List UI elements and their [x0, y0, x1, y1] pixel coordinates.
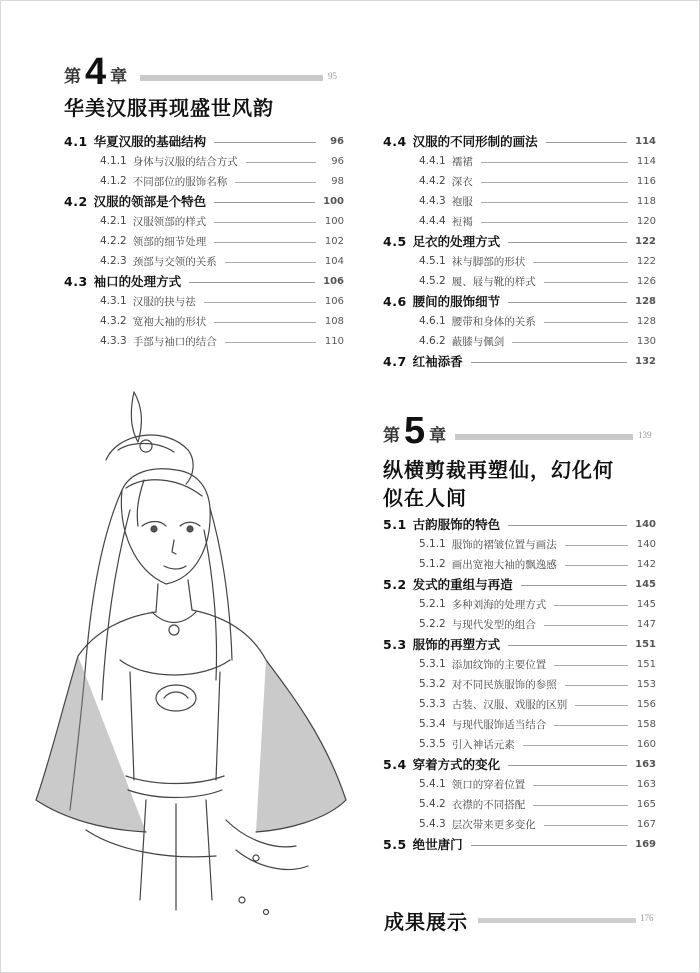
- page-number: 120: [636, 215, 656, 227]
- toc-subsection[interactable]: [383, 734, 656, 754]
- dot-leader: [533, 805, 628, 806]
- subsection-label: 颈部与交领的关系: [132, 255, 217, 268]
- subsection-label: 手部与袖口的结合: [132, 335, 217, 348]
- section-number: 4.5: [383, 233, 407, 249]
- page-number: 163: [636, 778, 656, 790]
- subsection-label: 襦裙: [451, 155, 473, 168]
- section-label: 腰间的服饰细节: [412, 294, 501, 309]
- dot-leader: [225, 262, 316, 263]
- dot-leader: [508, 302, 627, 303]
- dot-leader: [481, 162, 628, 163]
- section-label: 袖口的处理方式: [93, 274, 182, 289]
- chapter-5-number: 5: [404, 410, 426, 452]
- toc-subsection[interactable]: [64, 291, 344, 311]
- section-number: 4.6: [383, 293, 407, 309]
- section-number: 4.2: [64, 193, 88, 209]
- subsection-number: 4.3.2: [100, 315, 127, 327]
- subsection-label: 与现代发型的组合: [451, 618, 536, 631]
- dot-leader: [508, 242, 627, 243]
- page-number: 153: [636, 678, 656, 690]
- subsection-number: 4.4.1: [419, 155, 446, 167]
- chapter-5-bar: [455, 434, 633, 440]
- page-number: 167: [636, 818, 656, 830]
- toc-subsection[interactable]: [383, 674, 656, 694]
- subsection-label: 与现代服饰适当结合: [451, 718, 547, 731]
- subsection-number: 5.4.1: [419, 778, 446, 790]
- page-number: 169: [635, 838, 656, 850]
- page-number: 140: [636, 538, 656, 550]
- dot-leader: [546, 142, 627, 143]
- dot-leader: [481, 182, 628, 183]
- dot-leader: [481, 222, 628, 223]
- subsection-number: 5.2.2: [419, 618, 446, 630]
- dot-leader: [214, 142, 316, 143]
- dot-leader: [508, 765, 627, 766]
- toc-subsection[interactable]: [64, 311, 344, 331]
- dot-leader: [214, 222, 316, 223]
- dot-leader: [554, 605, 628, 606]
- dot-leader: [214, 242, 316, 243]
- section-number: 5.2: [383, 576, 407, 592]
- toc-section[interactable]: [383, 834, 656, 854]
- toc-subsection[interactable]: [64, 171, 344, 191]
- subsection-label: 层次带来更多变化: [451, 818, 536, 831]
- page-number: 140: [635, 518, 656, 530]
- page-number: 116: [636, 175, 656, 187]
- chapter-4-title: 华美汉服再现盛世风韵: [64, 96, 274, 120]
- chapter-5-title-line1: 纵横剪裁再塑仙，幻化何: [383, 458, 614, 482]
- dot-leader: [508, 525, 627, 526]
- subsection-number: 4.4.4: [419, 215, 446, 227]
- page-number: 100: [324, 215, 344, 227]
- chapter-4-suffix: 章: [110, 67, 128, 88]
- toc-section[interactable]: [64, 191, 344, 211]
- subsection-number: 4.1.1: [100, 155, 127, 167]
- subsection-number: 5.1.1: [419, 538, 446, 550]
- dot-leader: [235, 182, 316, 183]
- page-number: 160: [636, 738, 656, 750]
- section-label: 汉服的不同形制的画法: [412, 134, 538, 149]
- dot-leader: [544, 825, 628, 826]
- subsection-number: 5.1.2: [419, 558, 446, 570]
- toc-subsection[interactable]: [383, 331, 656, 351]
- chapter-4-prefix: 第: [64, 67, 81, 88]
- toc-subsection[interactable]: [383, 554, 656, 574]
- dot-leader: [544, 322, 628, 323]
- toc-section[interactable]: [383, 131, 656, 151]
- toc-section[interactable]: [383, 574, 656, 594]
- chapter-4-number: 4: [85, 51, 107, 93]
- section-label: 服饰的再塑方式: [412, 637, 501, 652]
- page-number: 142: [636, 558, 656, 570]
- subsection-number: 4.5.1: [419, 255, 446, 267]
- subsection-label: 不同部位的服饰名称: [132, 175, 228, 188]
- chapter-4-bar: [140, 75, 323, 81]
- subsection-label: 汉服领部的样式: [132, 215, 207, 228]
- subsection-number: 4.4.3: [419, 195, 446, 207]
- dot-leader: [214, 202, 315, 203]
- toc-subsection[interactable]: [383, 311, 656, 331]
- dot-leader: [565, 685, 628, 686]
- dot-leader: [471, 362, 627, 363]
- subsection-number: 5.4.3: [419, 818, 446, 830]
- page-number: 163: [635, 758, 656, 770]
- dot-leader: [204, 302, 316, 303]
- subsection-label: 添加纹饰的主要位置: [451, 658, 547, 671]
- page-number: 122: [636, 255, 656, 267]
- subsection-number: 4.6.1: [419, 315, 446, 327]
- section-number: 4.7: [383, 353, 407, 369]
- chapter-4-toc-left: [64, 131, 344, 351]
- subsection-number: 4.2.3: [100, 255, 127, 267]
- page-number: 128: [636, 315, 656, 327]
- toc-subsection[interactable]: [383, 694, 656, 714]
- subsection-label: 引入神话元素: [451, 738, 515, 751]
- page-number: 128: [635, 295, 656, 307]
- page-number: 145: [636, 598, 656, 610]
- toc-subsection[interactable]: [64, 231, 344, 251]
- subsection-number: 4.3.3: [100, 335, 127, 347]
- dot-leader: [544, 282, 628, 283]
- subsection-label: 领口的穿着位置: [451, 778, 526, 791]
- toc-section[interactable]: [383, 231, 656, 251]
- subsection-label: 领部的细节处理: [132, 235, 207, 248]
- page-number: 151: [636, 658, 656, 670]
- toc-subsection[interactable]: [64, 251, 344, 271]
- subsection-number: 5.3.1: [419, 658, 446, 670]
- page-number: 122: [635, 235, 656, 247]
- toc-section[interactable]: [64, 271, 344, 291]
- page-number: 106: [323, 275, 344, 287]
- final-section-page: 176: [640, 913, 654, 923]
- dot-leader: [471, 845, 627, 846]
- section-number: 4.4: [383, 133, 407, 149]
- subsection-label: 深衣: [451, 175, 473, 188]
- dot-leader: [512, 342, 628, 343]
- dot-leader: [533, 785, 628, 786]
- section-label: 足衣的处理方式: [412, 234, 501, 249]
- page-number: 106: [324, 295, 344, 307]
- page-number: 130: [636, 335, 656, 347]
- subsection-number: 5.3.2: [419, 678, 446, 690]
- subsection-number: 4.5.2: [419, 275, 446, 287]
- page-number: 118: [636, 195, 656, 207]
- dot-leader: [521, 585, 627, 586]
- toc-subsection[interactable]: [64, 331, 344, 351]
- section-label: 穿着方式的变化: [412, 757, 501, 772]
- subsection-label: 画出宽袍大袖的飘逸感: [451, 558, 557, 571]
- toc-section[interactable]: [383, 514, 656, 534]
- section-number: 5.1: [383, 516, 407, 532]
- subsection-label: 多种刘海的处理方式: [451, 598, 547, 611]
- section-label: 华夏汉服的基础结构: [93, 134, 207, 149]
- subsection-label: 蔽膝与佩剑: [451, 335, 505, 348]
- page-number: 110: [324, 335, 344, 347]
- subsection-number: 5.4.2: [419, 798, 446, 810]
- page-number: 145: [635, 578, 656, 590]
- chapter-5-page: 139: [638, 430, 652, 440]
- subsection-label: 身体与汉服的结合方式: [132, 155, 238, 168]
- dot-leader: [189, 282, 315, 283]
- section-number: 5.5: [383, 836, 407, 852]
- toc-subsection[interactable]: [383, 171, 656, 191]
- page-number: 102: [324, 235, 344, 247]
- toc-subsection[interactable]: [383, 271, 656, 291]
- chapter-4-toc-right: [383, 131, 656, 371]
- page-number: 147: [636, 618, 656, 630]
- section-label: 红袖添香: [412, 354, 463, 369]
- subsection-number: 4.2.2: [100, 235, 127, 247]
- toc-subsection[interactable]: [383, 714, 656, 734]
- page-number: 114: [635, 135, 656, 147]
- page-number: 100: [323, 195, 344, 207]
- subsection-number: 5.3.5: [419, 738, 446, 750]
- subsection-number: 4.2.1: [100, 215, 127, 227]
- dot-leader: [554, 665, 628, 666]
- section-label: 汉服的领部是个特色: [93, 194, 207, 209]
- subsection-label: 裋褐: [451, 215, 473, 228]
- toc-subsection[interactable]: [383, 794, 656, 814]
- subsection-number: 5.3.4: [419, 718, 446, 730]
- subsection-label: 袍服: [451, 195, 473, 208]
- toc-section[interactable]: [64, 131, 344, 151]
- toc-subsection[interactable]: [383, 594, 656, 614]
- subsection-label: 对不同民族服饰的参照: [451, 678, 557, 691]
- subsection-number: 4.6.2: [419, 335, 446, 347]
- toc-section[interactable]: [383, 634, 656, 654]
- subsection-label: 古装、汉服、戏服的区别: [451, 698, 568, 711]
- dot-leader: [214, 322, 316, 323]
- toc-section[interactable]: [383, 754, 656, 774]
- dot-leader: [225, 342, 316, 343]
- final-section-title[interactable]: 成果展示: [384, 910, 468, 934]
- section-number: 5.3: [383, 636, 407, 652]
- toc-subsection[interactable]: [383, 614, 656, 634]
- section-label: 古韵服饰的特色: [412, 517, 501, 532]
- page-number: 126: [636, 275, 656, 287]
- toc-subsection[interactable]: [64, 211, 344, 231]
- subsection-number: 4.4.2: [419, 175, 446, 187]
- toc-subsection[interactable]: [383, 654, 656, 674]
- dot-leader: [565, 565, 628, 566]
- page-number: 98: [331, 175, 344, 187]
- toc-section[interactable]: [383, 351, 656, 371]
- toc-section[interactable]: [383, 291, 656, 311]
- page-number: 114: [636, 155, 656, 167]
- subsection-label: 衣襟的不同搭配: [451, 798, 526, 811]
- subsection-number: 5.2.1: [419, 598, 446, 610]
- subsection-label: 履、屐与靴的样式: [451, 275, 536, 288]
- chapter-4-page: 95: [328, 71, 337, 81]
- dot-leader: [246, 162, 316, 163]
- section-number: 4.1: [64, 133, 88, 149]
- chapter-5-toc: [383, 514, 656, 854]
- toc-subsection[interactable]: [383, 774, 656, 794]
- dot-leader: [523, 745, 628, 746]
- page-number: 165: [636, 798, 656, 810]
- dot-leader: [565, 545, 628, 546]
- toc-subsection[interactable]: [383, 151, 656, 171]
- final-section-bar: [478, 918, 636, 923]
- page-number: 96: [331, 155, 344, 167]
- page-number: 96: [330, 135, 344, 147]
- chapter-5-suffix: 章: [429, 426, 447, 447]
- hanfu-girl-illustration: [26, 380, 366, 940]
- toc-subsection[interactable]: [383, 251, 656, 271]
- page-number: 104: [324, 255, 344, 267]
- page-number: 156: [636, 698, 656, 710]
- chapter-4-heading: [64, 51, 128, 93]
- subsection-number: 4.3.1: [100, 295, 127, 307]
- dot-leader: [544, 625, 628, 626]
- subsection-label: 腰带和身体的关系: [451, 315, 536, 328]
- toc-subsection[interactable]: [383, 814, 656, 834]
- chapter-5-heading: [383, 410, 447, 452]
- toc-subsection[interactable]: [64, 151, 344, 171]
- section-number: 5.4: [383, 756, 407, 772]
- page-number: 132: [635, 355, 656, 367]
- dot-leader: [481, 202, 628, 203]
- subsection-label: 服饰的褶皱位置与画法: [451, 538, 557, 551]
- section-label: 绝世唐门: [412, 837, 463, 852]
- page-number: 158: [636, 718, 656, 730]
- section-number: 4.3: [64, 273, 88, 289]
- toc-subsection[interactable]: [383, 211, 656, 231]
- subsection-label: 宽袍大袖的形状: [132, 315, 207, 328]
- dot-leader: [533, 262, 628, 263]
- toc-subsection[interactable]: [383, 534, 656, 554]
- page-number: 108: [324, 315, 344, 327]
- dot-leader: [508, 645, 627, 646]
- section-label: 发式的重组与再造: [412, 577, 513, 592]
- dot-leader: [554, 725, 628, 726]
- subsection-number: 5.3.3: [419, 698, 446, 710]
- chapter-5-title-line2: 似在人间: [383, 486, 467, 510]
- toc-subsection[interactable]: [383, 191, 656, 211]
- subsection-number: 4.1.2: [100, 175, 127, 187]
- chapter-5-prefix: 第: [383, 426, 400, 447]
- page-number: 151: [635, 638, 656, 650]
- subsection-label: 袜与脚部的形状: [451, 255, 526, 268]
- subsection-label: 汉服的抉与祛: [132, 295, 196, 308]
- dot-leader: [575, 705, 628, 706]
